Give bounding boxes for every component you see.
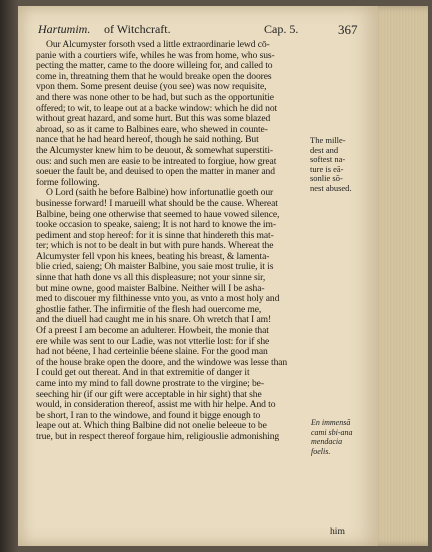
text-line: sinne that hath done vs all this displeasure; not your sinne sir, — [36, 272, 266, 284]
header-title: of Witchcraft. — [104, 22, 171, 36]
text-line: came into my mind to fall downe prostrate to the virgine; be- — [36, 378, 264, 389]
catchword: him — [330, 526, 345, 537]
text-line: abroad, so as it came to Balbines eare, who shewed in counte- — [36, 123, 268, 135]
text-line: O Lord (saith he before Balbine) how infortunatlie goeth our — [46, 187, 274, 199]
text-line: the Alcumyster knew him to be deuout, & somewhat superstiti- — [36, 144, 274, 156]
text-line: ture is eā- — [310, 163, 344, 174]
text-line: of the house brake open the doore, and the windowe was lesse than — [36, 356, 288, 368]
header-left: Hartumim. — [38, 22, 91, 36]
text-line: mendacia — [311, 437, 343, 447]
text-line: and there was none other to be had, but such as the opportunitie — [36, 91, 274, 103]
text-line: nest abused. — [310, 182, 352, 193]
text-line: Our Alcumyster forsoth vsed a little extraordinarie lewd cō- — [46, 39, 270, 50]
text-line: leape out at. Which thing Balbine did not onelie beleeue to be — [36, 420, 267, 432]
text-line: sonlie sō- — [310, 173, 343, 184]
text-line: I could get out thereat. And in that extremitie of danger it — [36, 367, 250, 379]
text-line: dest and — [310, 144, 339, 155]
text-line: blie cried, saieng; Oh maister Balbine, you saie most trulie, it is — [36, 261, 274, 273]
text-line: Of a preest I am become an adulterer. Howbeit, the monie that — [36, 325, 269, 337]
text-line: tooke occasion to speake, saieng; It is not hard to knowe the im- — [36, 219, 276, 231]
text-line: cami sbi-ana — [311, 427, 353, 437]
text-line: businesse forward! I marueill what should be the cause. Whereat — [36, 197, 278, 209]
text-line: come in, threatning them that he would breake open the doores — [36, 70, 272, 82]
text-line: offered; to wit, to leape out at a backe window: which he did not — [36, 102, 278, 114]
text-line: ere while was sent to our Ladie, was not vtterlie lost: for if she — [36, 335, 270, 347]
page-number: 367 — [338, 22, 358, 37]
text-line: pecting the matter, came to the doore willeing for, and called to — [36, 60, 273, 72]
text-line: soeuer the fault be, and deuised to open the matter in maner and — [36, 166, 275, 178]
text-line: nance that he had heard hereof, though he said nothing. But — [36, 134, 259, 146]
margin-note-lower — [311, 418, 361, 456]
header-chapter: Cap. 5. — [264, 22, 299, 36]
text-line: seeching hir (if our gift were acceptable in hir sight) that she — [36, 388, 262, 400]
book-binding-shadow — [0, 0, 18, 552]
text-line: ghostlie father. The infirmitie of the flesh had ouercome me, — [36, 303, 262, 315]
text-line: Balbine, being one otherwise that seemed to haue vowed silence, — [36, 208, 280, 220]
text-line: vpon them. Some present deuise (you see) was now requisite, — [36, 81, 267, 93]
text-line: be short, I ran to the windowe, and found it bigge enough to — [36, 409, 261, 421]
text-line: would, in consideration thereof, assist me with hir helpe. And to — [36, 399, 276, 411]
text-line: foelis. — [311, 446, 331, 456]
running-header — [38, 22, 362, 38]
text-line: The mille- — [310, 135, 346, 145]
text-line: En immensā — [311, 418, 351, 427]
text-line: true, but in respect thereof forgaue him, religiouslie admonishing — [36, 430, 280, 442]
text-line: med to discouer my filthinesse vnto you, as vnto a most holy and — [36, 293, 280, 305]
text-line: ter; which is not to be dealt in but with pure hands. Whereat the — [36, 240, 274, 252]
text-line: ous: and such men are easie to be intreated to forgiue, how great — [36, 155, 277, 167]
text-line: forme following. — [36, 176, 100, 188]
text-line: without great hazard, and some hurt. But this was some blazed — [36, 113, 271, 125]
text-line: but mine owne, good maister Balbine. Neither will I be asha- — [36, 282, 265, 294]
text-line: pediment and stop hereof: for it is sinne that hindereth this mat- — [36, 229, 274, 241]
margin-note-upper — [310, 136, 360, 194]
text-line: panie with a courtiers wife, whiles he was from home, who sus- — [36, 49, 275, 61]
body-text — [36, 40, 304, 443]
text-line: Alcumyster fell vpon his knees, beating his breast, & lamenta- — [36, 250, 270, 262]
text-line: and the diuell had caught me in his snare. Oh wretch that I am! — [36, 314, 272, 326]
text-line: softest na- — [310, 154, 346, 165]
text-line: had not béene, I had certeinlie béene slaine. For the good man — [36, 346, 268, 358]
